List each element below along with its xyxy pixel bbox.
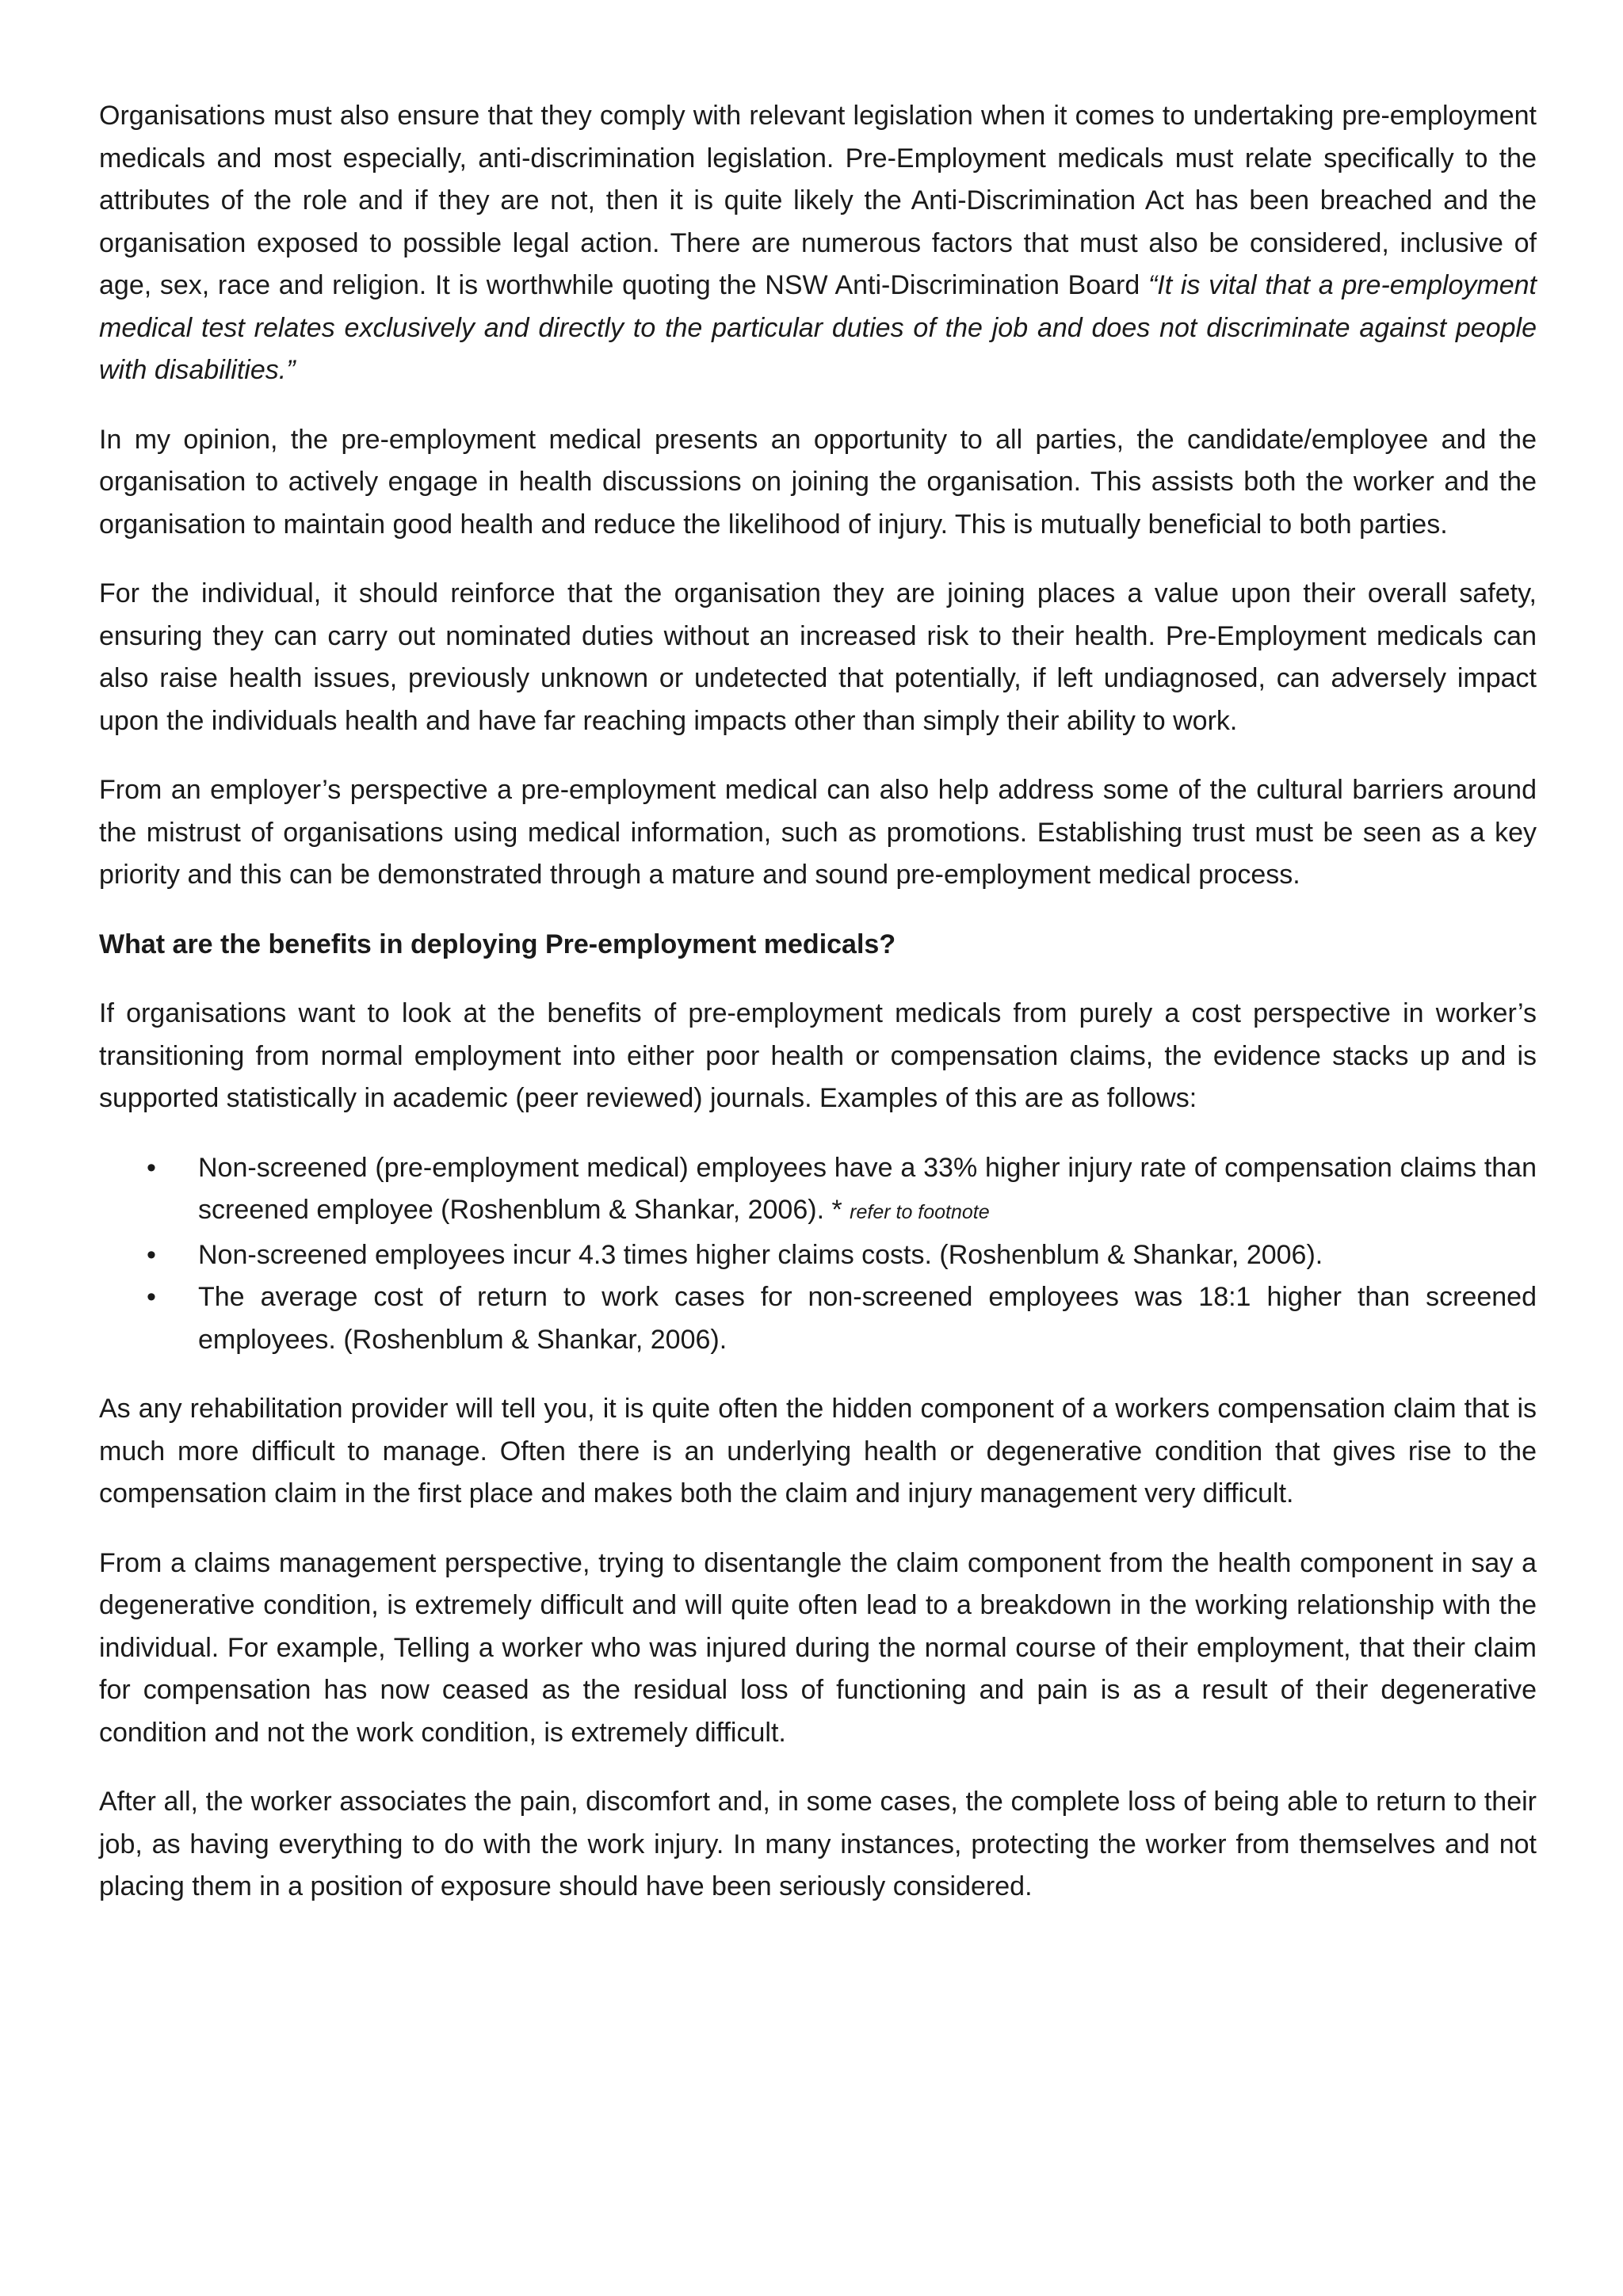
paragraph-claims-management: From a claims management perspective, trying to disentangle the claim component from the health component in say a degenerative condition, is extremely difficult and will quite often lead to a breakdown in the working relationship with the individual. For example, Telling a worker who was injured during the normal course of their employment, that their claim for compensation has now ceased as the residual loss of functioning and pain is as a result of their degenerative condition and not the work condition, is extremely difficult. bbox=[99, 1547, 1537, 1748]
paragraph-worker-association: After all, the worker associates the pain, discomfort and, in some cases, the complete loss of being able to return to their job, as having everything to do with the work injury. In many instances, protecting the worker from themselves and not placing them in a position of exposure should have been seriously considered. bbox=[99, 1787, 1537, 1901]
paragraph-opinion: In my opinion, the pre-employment medical presents an opportunity to all parties, the candidate/employee and the organisation to actively engage in health discussions on joining the organisation. This assists both the worker and the organisation to maintain good health and reduce the likelihood of injury. This is mutually beneficial to both parties. bbox=[99, 424, 1537, 540]
bullet-icon: • bbox=[147, 1152, 156, 1183]
bullet-icon: • bbox=[147, 1282, 156, 1312]
footnote-reference: refer to footnote bbox=[850, 1201, 990, 1223]
list-item bbox=[99, 1234, 1537, 1277]
list-item bbox=[99, 1276, 1537, 1361]
list-item-text: Non-screened (pre-employment medical) employees have a 33% higher injury rate of compensation claims than screened employee (Roshenblum & Shankar, 2006). * bbox=[198, 1152, 1537, 1225]
bullet-icon: • bbox=[147, 1239, 156, 1270]
paragraph-legislation-text: Organisations must also ensure that they comply with relevant legislation when it comes to undertaking pre-employment medicals and most especially, anti-discrimination legislation. Pre-Employment medicals must relate specifically to the attributes of the role and if they are not, then it is quite likely the Anti-Discrimination Act has been breached and the organisation exposed to possible legal action. There are numerous factors that must also be considered, inclusive of age, sex, race and religion. It is worthwhile quoting the NSW Anti-Discrimination Board bbox=[99, 101, 1537, 300]
section-heading-benefits: What are the benefits in deploying Pre-employment medicals? bbox=[99, 929, 896, 959]
document-page bbox=[99, 95, 1537, 1936]
list-item-text: Non-screened employees incur 4.3 times higher claims costs. (Roshenblum & Shankar, 2006). bbox=[198, 1239, 1323, 1270]
paragraph-individual: For the individual, it should reinforce that the organisation they are joining places a value upon their overall safety, ensuring they can carry out nominated duties without an increased risk to their health. Pre-Employment medicals can also raise health issues, previously unknown or undetected that potentially, if left undiagnosed, can adversely impact upon the individuals health and have far reaching impacts other than simply their ability to work. bbox=[99, 578, 1537, 736]
list-item bbox=[99, 1147, 1537, 1234]
benefits-list bbox=[99, 1147, 1537, 1362]
list-item-text: The average cost of return to work cases for non-screened employees was 18:1 higher than screened employees. (Roshenblum & Shankar, 2006). bbox=[198, 1282, 1537, 1355]
paragraph-employer-perspective: From an employer’s perspective a pre-employment medical can also help address some of the cultural barriers around the mistrust of organisations using medical information, such as promotions. Establishing trust must be seen as a key priority and this can be demonstrated through a mature and sound pre-employment medical process. bbox=[99, 775, 1537, 890]
paragraph-cost-perspective: If organisations want to look at the benefits of pre-employment medicals from purely a cost perspective in worker’s transitioning from normal employment into either poor health or compensation claims, the evidence stacks up and is supported statistically in academic (peer reviewed) journals. Examples of this are as follows: bbox=[99, 998, 1537, 1113]
paragraph-rehabilitation: As any rehabilitation provider will tell you, it is quite often the hidden component of a workers compensation claim that is much more difficult to manage. Often there is an underlying health or degenerative condition that gives rise to the compensation claim in the first place and makes both the claim and injury management very difficult. bbox=[99, 1394, 1537, 1508]
anti-discrimination-board-quote: “It is vital that a pre-employment medical test relates exclusively and directly to the particular duties of the job and does not discriminate against people with disabilities.” bbox=[99, 270, 1537, 385]
paragraph-legislation bbox=[99, 95, 1537, 392]
